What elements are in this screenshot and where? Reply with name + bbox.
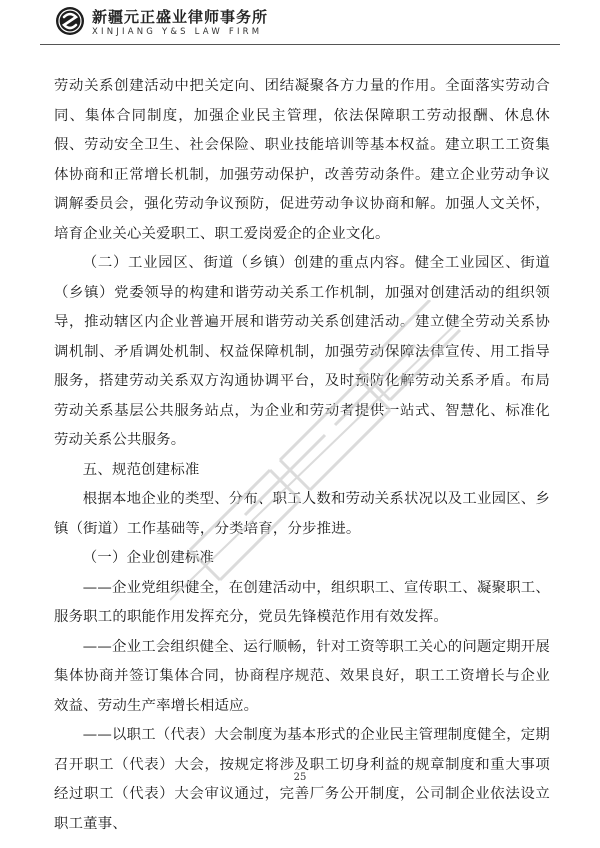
page-number: 25 bbox=[293, 772, 307, 783]
subsection-heading: （一）企业创建标准 bbox=[82, 550, 215, 566]
paragraph: 根据本地企业的类型、分布、职工人数和劳动关系状况以及工业园区、乡镇（街道）工作基础等，分类培育，分步推进。 bbox=[54, 491, 550, 537]
paragraph: 劳动关系创建活动中把关定向、团结凝聚各方力量的作用。全面落实劳动合同、集体合同制度，加强企业民主管理，依法保障职工劳动报酬、休息休假、劳动安全卫生、社会保险、职业技能培训等基本权益。建立职工工资集体协商和正常增长机制，加强劳动保护，改善劳动条件。建立企业劳动争议调解委员会，强化劳动争议预防，促进劳动争议协商和解。加强人文关怀，培育企业关心关爱职工、职工爱岗爱企的企业文化。 bbox=[54, 78, 550, 242]
page-header bbox=[0, 0, 600, 52]
paragraph: ——以职工（代表）大会制度为基本形式的企业民主管理制度健全，定期召开职工（代表）大会，按规定将涉及职工切身利益的规章制度和重大事项经过职工（代表）大会审议通过，完善厂务公开制度，公司制企业依法设立职工董事、 bbox=[54, 727, 550, 832]
paragraph: ——企业党组织健全，在创建活动中，组织职工、宣传职工、凝聚职工、服务职工的职能作用发挥充分，党员先锋模范作用有效发挥。 bbox=[54, 579, 550, 625]
section-heading: 五、规范创建标准 bbox=[82, 461, 200, 478]
firm-logo-icon bbox=[55, 6, 85, 36]
firm-name-cn: 新疆元正盛业律师事务所 bbox=[92, 8, 269, 26]
firm-name-en: XINJIANG Y&S LAW FIRM bbox=[92, 27, 263, 37]
header-divider bbox=[40, 44, 560, 45]
paragraph: （二）工业园区、街道（乡镇）创建的重点内容。健全工业园区、街道（乡镇）党委领导的构建和谐劳动关系工作机制，加强对创建活动的组织领导，推动辖区内企业普遍开展和谐劳动关系创建活动。建立健全劳动关系协调机制、矛盾调处机制、权益保障机制，加强劳动保障法律宣传、用工指导服务，搭建劳动关系双方沟通协调平台，及时预防化解劳动关系矛盾。布局劳动关系基层公共服务站点，为企业和劳动者提供一站式、智慧化、标准化劳动关系公共服务。 bbox=[54, 255, 550, 448]
document-body bbox=[54, 72, 550, 839]
paragraph: ——企业工会组织健全、运行顺畅，针对工资等职工关心的问题定期开展集体协商并签订集体合同，协商程序规范、效果良好，职工工资增长与企业效益、劳动生产率增长相适应。 bbox=[54, 638, 550, 714]
